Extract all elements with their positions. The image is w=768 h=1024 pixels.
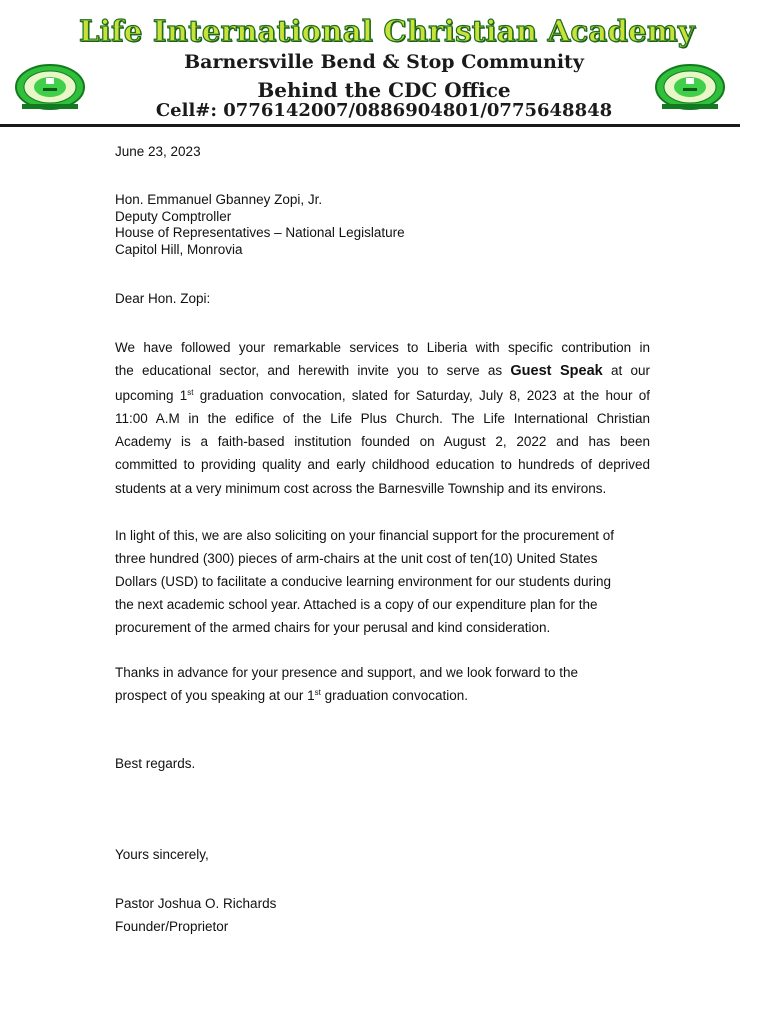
signer-name: Pastor Joshua O. Richards bbox=[115, 896, 277, 911]
paragraph-line: students at a very minimum cost across the Barnesville Township and its environs. bbox=[115, 480, 607, 496]
closing-regards: Best regards. bbox=[115, 756, 196, 771]
school-seal-icon bbox=[650, 62, 730, 112]
paragraph-line: the next academic school year. Attached is a copy of our expenditure plan for the bbox=[115, 597, 598, 612]
paragraph-line: Dollars (USD) to facilitate a conducive learning environment for our students during bbox=[115, 574, 611, 589]
text-run: the educational sector, and herewith invite you to serve as bbox=[115, 363, 511, 379]
paragraph-line bbox=[115, 359, 650, 383]
recipient-organization: House of Representatives – National Legislature bbox=[115, 225, 405, 240]
school-name: Life International Christian Academy bbox=[78, 14, 695, 48]
paragraph-line: procurement of the armed chairs for your perusal and kind consideration. bbox=[115, 620, 551, 635]
closing-sincerely: Yours sincerely, bbox=[115, 847, 209, 862]
letterhead-divider bbox=[0, 124, 740, 127]
school-phones: Cell#: 0776142007/0886904801/0775648848 bbox=[155, 100, 613, 121]
recipient-title: Deputy Comptroller bbox=[115, 208, 232, 224]
paragraph-line: In light of this, we are also soliciting on your financial support for the procurement of bbox=[115, 528, 615, 543]
guest-speak-emphasis: Guest Speak bbox=[510, 363, 603, 380]
ordinal-suffix: st bbox=[187, 387, 194, 397]
paragraph-line: 11:00 A.M in the edifice of the Life Plus Church. The Life International Christian bbox=[115, 410, 650, 426]
paragraph-line: three hundred (300) pieces of arm-chairs at the unit cost of ten(10) United States bbox=[115, 551, 598, 566]
recipient-name: Hon. Emmanuel Gbanney Zopi, Jr. bbox=[115, 192, 323, 207]
letterhead bbox=[0, 0, 768, 128]
paragraph-line: Academy is a faith-based institution founded on August 2, 2022 and has been bbox=[115, 434, 650, 450]
paragraph-support-request bbox=[115, 524, 650, 639]
paragraph-line: Thanks in advance for your presence and support, and we look forward to the bbox=[115, 665, 579, 680]
paragraph-line bbox=[115, 684, 650, 707]
recipient-address bbox=[115, 192, 650, 258]
paragraph-invitation bbox=[115, 336, 650, 500]
paragraph-thanks bbox=[115, 661, 650, 707]
school-seal-icon bbox=[10, 62, 90, 112]
paragraph-line: We have followed your remarkable services to Liberia with specific contribution in bbox=[115, 340, 650, 355]
school-landmark: Behind the CDC Office bbox=[257, 78, 511, 102]
paragraph-line: committed to providing quality and early childhood education to hundreds of deprived bbox=[115, 457, 650, 473]
ordinal-suffix: st bbox=[314, 688, 321, 697]
text-run: upcoming 1 bbox=[115, 387, 188, 403]
salutation: Dear Hon. Zopi: bbox=[115, 291, 211, 306]
text-run: graduation convocation, slated for Saturday, July 8, 2023 at the hour of bbox=[193, 387, 650, 403]
text-run: graduation convocation. bbox=[320, 688, 468, 703]
signer-title: Founder/Proprietor bbox=[115, 918, 229, 934]
school-location: Barnersville Bend & Stop Community bbox=[184, 51, 584, 73]
letter-date: June 23, 2023 bbox=[115, 144, 201, 159]
text-run: at our bbox=[602, 363, 650, 379]
text-run: prospect of you speaking at our 1 bbox=[115, 688, 315, 703]
signature-block bbox=[115, 893, 650, 938]
recipient-location: Capitol Hill, Monrovia bbox=[115, 241, 243, 257]
paragraph-line bbox=[115, 384, 650, 407]
